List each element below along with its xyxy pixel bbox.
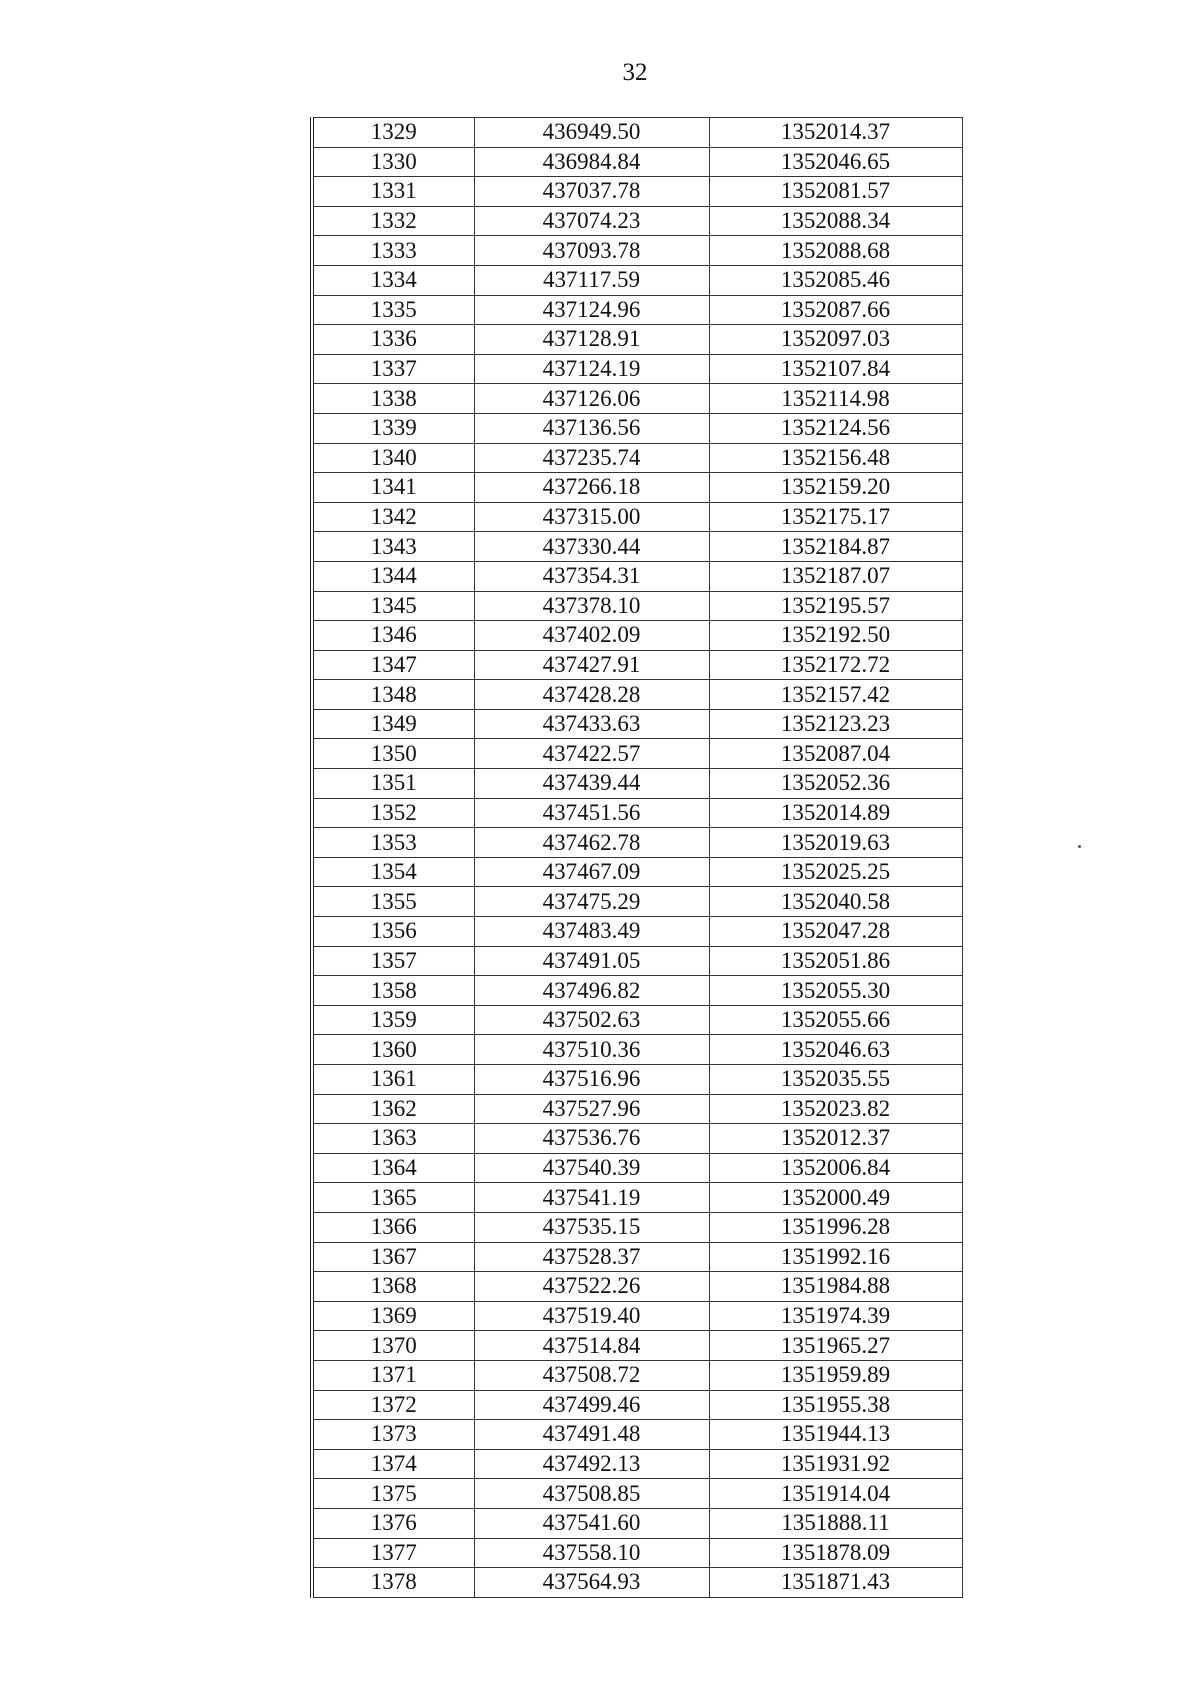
x-coordinate-cell: 437402.09 <box>474 621 709 651</box>
y-coordinate-cell: 1352192.50 <box>709 621 962 651</box>
x-coordinate-cell: 437508.72 <box>474 1360 709 1390</box>
table-row <box>312 1390 962 1420</box>
table-row <box>312 1153 962 1183</box>
point-number-cell: 1375 <box>312 1479 474 1509</box>
y-coordinate-cell: 1352040.58 <box>709 887 962 917</box>
x-coordinate-cell: 437514.84 <box>474 1331 709 1361</box>
table-row <box>312 887 962 917</box>
table-row <box>312 591 962 621</box>
x-coordinate-cell: 437266.18 <box>474 473 709 503</box>
y-coordinate-cell: 1352088.34 <box>709 206 962 236</box>
table-row <box>312 769 962 799</box>
y-coordinate-cell: 1352195.57 <box>709 591 962 621</box>
point-number-cell: 1363 <box>312 1124 474 1154</box>
page-number: 32 <box>622 59 648 86</box>
y-coordinate-cell: 1352047.28 <box>709 917 962 947</box>
y-coordinate-cell: 1352087.66 <box>709 295 962 325</box>
table-row <box>312 236 962 266</box>
y-coordinate-cell: 1351878.09 <box>709 1538 962 1568</box>
y-coordinate-cell: 1352087.04 <box>709 739 962 769</box>
table-row <box>312 1005 962 1035</box>
x-coordinate-cell: 437126.06 <box>474 384 709 414</box>
y-coordinate-cell: 1351888.11 <box>709 1508 962 1538</box>
point-number-cell: 1373 <box>312 1420 474 1450</box>
x-coordinate-cell: 437492.13 <box>474 1449 709 1479</box>
table-row <box>312 295 962 325</box>
point-number-cell: 1377 <box>312 1538 474 1568</box>
table-row <box>312 384 962 414</box>
point-number-cell: 1350 <box>312 739 474 769</box>
table-row <box>312 1538 962 1568</box>
table-row <box>312 650 962 680</box>
table-row <box>312 502 962 532</box>
x-coordinate-cell: 437535.15 <box>474 1212 709 1242</box>
y-coordinate-cell: 1352187.07 <box>709 561 962 591</box>
y-coordinate-cell: 1352023.82 <box>709 1094 962 1124</box>
y-coordinate-cell: 1352051.86 <box>709 946 962 976</box>
table-row <box>312 857 962 887</box>
x-coordinate-cell: 437235.74 <box>474 443 709 473</box>
y-coordinate-cell: 1352107.84 <box>709 354 962 384</box>
point-number-cell: 1343 <box>312 532 474 562</box>
table-row <box>312 798 962 828</box>
y-coordinate-cell: 1351914.04 <box>709 1479 962 1509</box>
point-number-cell: 1376 <box>312 1508 474 1538</box>
point-number-cell: 1334 <box>312 265 474 295</box>
point-number-cell: 1354 <box>312 857 474 887</box>
x-coordinate-cell: 437491.48 <box>474 1420 709 1450</box>
point-number-cell: 1371 <box>312 1360 474 1390</box>
x-coordinate-cell: 437522.26 <box>474 1272 709 1302</box>
point-number-cell: 1372 <box>312 1390 474 1420</box>
point-number-cell: 1335 <box>312 295 474 325</box>
y-coordinate-cell: 1352014.37 <box>709 118 962 148</box>
table-row <box>312 265 962 295</box>
x-coordinate-cell: 437475.29 <box>474 887 709 917</box>
table-row <box>312 917 962 947</box>
table-row <box>312 680 962 710</box>
table-row <box>312 413 962 443</box>
y-coordinate-cell: 1352000.49 <box>709 1183 962 1213</box>
point-number-cell: 1359 <box>312 1005 474 1035</box>
point-number-cell: 1336 <box>312 325 474 355</box>
point-number-cell: 1346 <box>312 621 474 651</box>
y-coordinate-cell: 1351944.13 <box>709 1420 962 1450</box>
point-number-cell: 1369 <box>312 1301 474 1331</box>
table-row <box>312 1094 962 1124</box>
table-row <box>312 828 962 858</box>
table-row <box>312 946 962 976</box>
y-coordinate-cell: 1352012.37 <box>709 1124 962 1154</box>
coordinates-table-body <box>312 118 962 1598</box>
table-row <box>312 1242 962 1272</box>
x-coordinate-cell: 436949.50 <box>474 118 709 148</box>
table-row <box>312 473 962 503</box>
x-coordinate-cell: 437541.19 <box>474 1183 709 1213</box>
point-number-cell: 1349 <box>312 709 474 739</box>
x-coordinate-cell: 437422.57 <box>474 739 709 769</box>
x-coordinate-cell: 437483.49 <box>474 917 709 947</box>
point-number-cell: 1333 <box>312 236 474 266</box>
table-row <box>312 1272 962 1302</box>
table-row <box>312 1035 962 1065</box>
x-coordinate-cell: 437428.28 <box>474 680 709 710</box>
x-coordinate-cell: 437510.36 <box>474 1035 709 1065</box>
y-coordinate-cell: 1352175.17 <box>709 502 962 532</box>
table-row <box>312 709 962 739</box>
point-number-cell: 1332 <box>312 206 474 236</box>
table-row <box>312 443 962 473</box>
table-row <box>312 325 962 355</box>
x-coordinate-cell: 437519.40 <box>474 1301 709 1331</box>
y-coordinate-cell: 1352172.72 <box>709 650 962 680</box>
x-coordinate-cell: 437536.76 <box>474 1124 709 1154</box>
coordinates-table <box>310 117 963 1598</box>
point-number-cell: 1348 <box>312 680 474 710</box>
table-row <box>312 354 962 384</box>
y-coordinate-cell: 1352052.36 <box>709 769 962 799</box>
y-coordinate-cell: 1351871.43 <box>709 1568 962 1598</box>
y-coordinate-cell: 1352081.57 <box>709 177 962 207</box>
y-coordinate-cell: 1352055.66 <box>709 1005 962 1035</box>
point-number-cell: 1362 <box>312 1094 474 1124</box>
table-row <box>312 206 962 236</box>
x-coordinate-cell: 437330.44 <box>474 532 709 562</box>
x-coordinate-cell: 437124.96 <box>474 295 709 325</box>
point-number-cell: 1358 <box>312 976 474 1006</box>
point-number-cell: 1339 <box>312 413 474 443</box>
y-coordinate-cell: 1351931.92 <box>709 1449 962 1479</box>
y-coordinate-cell: 1351965.27 <box>709 1331 962 1361</box>
x-coordinate-cell: 437462.78 <box>474 828 709 858</box>
x-coordinate-cell: 437491.05 <box>474 946 709 976</box>
x-coordinate-cell: 437540.39 <box>474 1153 709 1183</box>
y-coordinate-cell: 1352156.48 <box>709 443 962 473</box>
table-row <box>312 1360 962 1390</box>
point-number-cell: 1338 <box>312 384 474 414</box>
point-number-cell: 1368 <box>312 1272 474 1302</box>
point-number-cell: 1342 <box>312 502 474 532</box>
x-coordinate-cell: 437499.46 <box>474 1390 709 1420</box>
table-row <box>312 976 962 1006</box>
point-number-cell: 1361 <box>312 1065 474 1095</box>
table-row <box>312 1124 962 1154</box>
point-number-cell: 1360 <box>312 1035 474 1065</box>
point-number-cell: 1345 <box>312 591 474 621</box>
x-coordinate-cell: 437427.91 <box>474 650 709 680</box>
point-number-cell: 1364 <box>312 1153 474 1183</box>
table-row <box>312 1479 962 1509</box>
y-coordinate-cell: 1352055.30 <box>709 976 962 1006</box>
table-row <box>312 1568 962 1598</box>
y-coordinate-cell: 1352159.20 <box>709 473 962 503</box>
y-coordinate-cell: 1352014.89 <box>709 798 962 828</box>
x-coordinate-cell: 437528.37 <box>474 1242 709 1272</box>
x-coordinate-cell: 437527.96 <box>474 1094 709 1124</box>
y-coordinate-cell: 1351984.88 <box>709 1272 962 1302</box>
y-coordinate-cell: 1352124.56 <box>709 413 962 443</box>
x-coordinate-cell: 437136.56 <box>474 413 709 443</box>
point-number-cell: 1355 <box>312 887 474 917</box>
x-coordinate-cell: 436984.84 <box>474 147 709 177</box>
table-row <box>312 147 962 177</box>
y-coordinate-cell: 1352046.63 <box>709 1035 962 1065</box>
x-coordinate-cell: 437354.31 <box>474 561 709 591</box>
point-number-cell: 1337 <box>312 354 474 384</box>
x-coordinate-cell: 437439.44 <box>474 769 709 799</box>
point-number-cell: 1331 <box>312 177 474 207</box>
x-coordinate-cell: 437433.63 <box>474 709 709 739</box>
y-coordinate-cell: 1352157.42 <box>709 680 962 710</box>
y-coordinate-cell: 1351974.39 <box>709 1301 962 1331</box>
point-number-cell: 1353 <box>312 828 474 858</box>
y-coordinate-cell: 1351992.16 <box>709 1242 962 1272</box>
table-row <box>312 561 962 591</box>
point-number-cell: 1340 <box>312 443 474 473</box>
x-coordinate-cell: 437502.63 <box>474 1005 709 1035</box>
y-coordinate-cell: 1351996.28 <box>709 1212 962 1242</box>
point-number-cell: 1344 <box>312 561 474 591</box>
point-number-cell: 1378 <box>312 1568 474 1598</box>
y-coordinate-cell: 1352085.46 <box>709 265 962 295</box>
table-row <box>312 1301 962 1331</box>
point-number-cell: 1370 <box>312 1331 474 1361</box>
y-coordinate-cell: 1352097.03 <box>709 325 962 355</box>
table-row <box>312 1508 962 1538</box>
y-coordinate-cell: 1352006.84 <box>709 1153 962 1183</box>
x-coordinate-cell: 437541.60 <box>474 1508 709 1538</box>
table-row <box>312 621 962 651</box>
x-coordinate-cell: 437128.91 <box>474 325 709 355</box>
y-coordinate-cell: 1352025.25 <box>709 857 962 887</box>
y-coordinate-cell: 1352123.23 <box>709 709 962 739</box>
point-number-cell: 1341 <box>312 473 474 503</box>
point-number-cell: 1347 <box>312 650 474 680</box>
x-coordinate-cell: 437124.19 <box>474 354 709 384</box>
x-coordinate-cell: 437037.78 <box>474 177 709 207</box>
x-coordinate-cell: 437378.10 <box>474 591 709 621</box>
point-number-cell: 1329 <box>312 118 474 148</box>
table-row <box>312 1065 962 1095</box>
point-number-cell: 1365 <box>312 1183 474 1213</box>
y-coordinate-cell: 1352114.98 <box>709 384 962 414</box>
table-row <box>312 1331 962 1361</box>
x-coordinate-cell: 437074.23 <box>474 206 709 236</box>
y-coordinate-cell: 1351955.38 <box>709 1390 962 1420</box>
x-coordinate-cell: 437564.93 <box>474 1568 709 1598</box>
point-number-cell: 1367 <box>312 1242 474 1272</box>
x-coordinate-cell: 437508.85 <box>474 1479 709 1509</box>
x-coordinate-cell: 437117.59 <box>474 265 709 295</box>
y-coordinate-cell: 1352035.55 <box>709 1065 962 1095</box>
x-coordinate-cell: 437451.56 <box>474 798 709 828</box>
table-row <box>312 118 962 148</box>
point-number-cell: 1352 <box>312 798 474 828</box>
x-coordinate-cell: 437093.78 <box>474 236 709 266</box>
x-coordinate-cell: 437516.96 <box>474 1065 709 1095</box>
x-coordinate-cell: 437315.00 <box>474 502 709 532</box>
table-row <box>312 1420 962 1450</box>
y-coordinate-cell: 1351959.89 <box>709 1360 962 1390</box>
point-number-cell: 1356 <box>312 917 474 947</box>
y-coordinate-cell: 1352088.68 <box>709 236 962 266</box>
point-number-cell: 1330 <box>312 147 474 177</box>
point-number-cell: 1351 <box>312 769 474 799</box>
table-row <box>312 739 962 769</box>
x-coordinate-cell: 437467.09 <box>474 857 709 887</box>
table-row <box>312 177 962 207</box>
stray-mark <box>1078 845 1081 848</box>
table-row <box>312 532 962 562</box>
y-coordinate-cell: 1352184.87 <box>709 532 962 562</box>
table-row <box>312 1212 962 1242</box>
point-number-cell: 1374 <box>312 1449 474 1479</box>
table-row <box>312 1449 962 1479</box>
x-coordinate-cell: 437558.10 <box>474 1538 709 1568</box>
point-number-cell: 1357 <box>312 946 474 976</box>
table-row <box>312 1183 962 1213</box>
y-coordinate-cell: 1352019.63 <box>709 828 962 858</box>
y-coordinate-cell: 1352046.65 <box>709 147 962 177</box>
x-coordinate-cell: 437496.82 <box>474 976 709 1006</box>
point-number-cell: 1366 <box>312 1212 474 1242</box>
